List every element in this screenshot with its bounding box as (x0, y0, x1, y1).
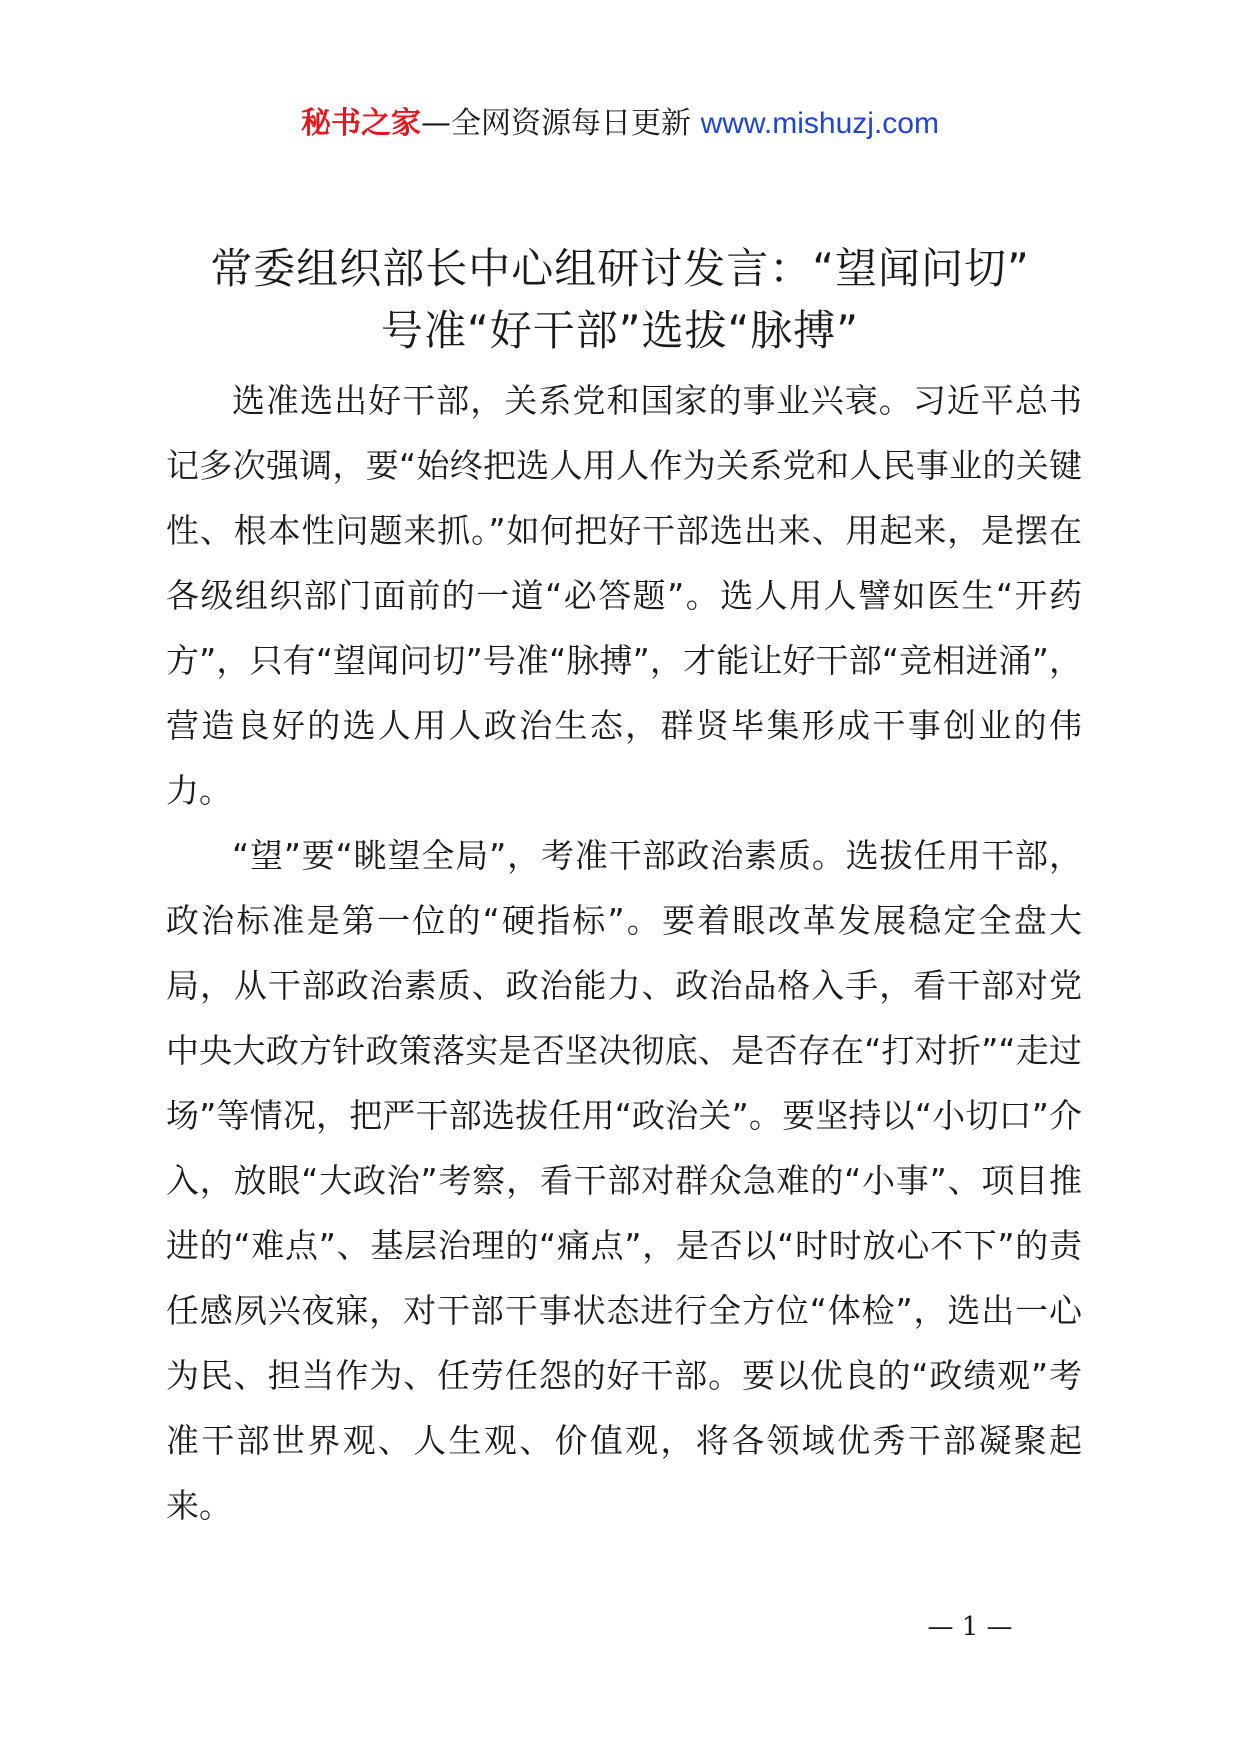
site-url[interactable]: www.mishuzj.com (700, 107, 939, 140)
paragraph-1: 选准选出好干部，关系党和国家的事业兴衰。习近平总书记多次强调，要“始终把选人用人作为关系党和人民事业的关键性、根本性问题来抓。”如何把好干部选出来、用起来，是摆在各级组织部门面前的一道“必答题”。选人用人譬如医生“开药方”，只有“望闻问切”号准“脉搏”，才能让好干部“竞相迸涌”，营造良好的选人用人政治生态，群贤毕集形成干事创业的伟力。 (166, 381, 1082, 810)
site-tagline: —全网资源每日更新 (421, 106, 701, 141)
paragraph-2: “望”要“眺望全局”，考准干部政治素质。选拔任用干部，政治标准是第一位的“硬指标”。要着眼改革发展稳定全盘大局，从干部政治素质、政治能力、政治品格入手，看干部对党中央大政方针政策落实是否坚决彻底、是否存在“打对折”“走过场”等情况，把严干部选拔任用“政治关”。要坚持以“小切口”介入，放眼“大政治”考察，看干部对群众急难的“小事”、项目推进的“难点”、基层治理的“痛点”，是否以“时时放心不下”的责任感夙兴夜寐，对干部干事状态进行全方位“体检”，选出一心为民、担当作为、任劳任怨的好干部。要以优良的“政绩观”考准干部世界观、人生观、价值观，将各领域优秀干部凝聚起来。 (166, 836, 1082, 1525)
title-line-1: 常委组织部长中心组研讨发言：“望闻问切” (210, 244, 1030, 293)
site-header (0, 104, 1240, 144)
site-brand: 秘书之家 (301, 106, 422, 141)
document-title (160, 238, 1080, 362)
document-body (166, 368, 1082, 1538)
title-line-2: 号准“好干部”选拔“脉搏” (380, 306, 860, 355)
page-number: — 1 — (927, 1612, 1013, 1642)
